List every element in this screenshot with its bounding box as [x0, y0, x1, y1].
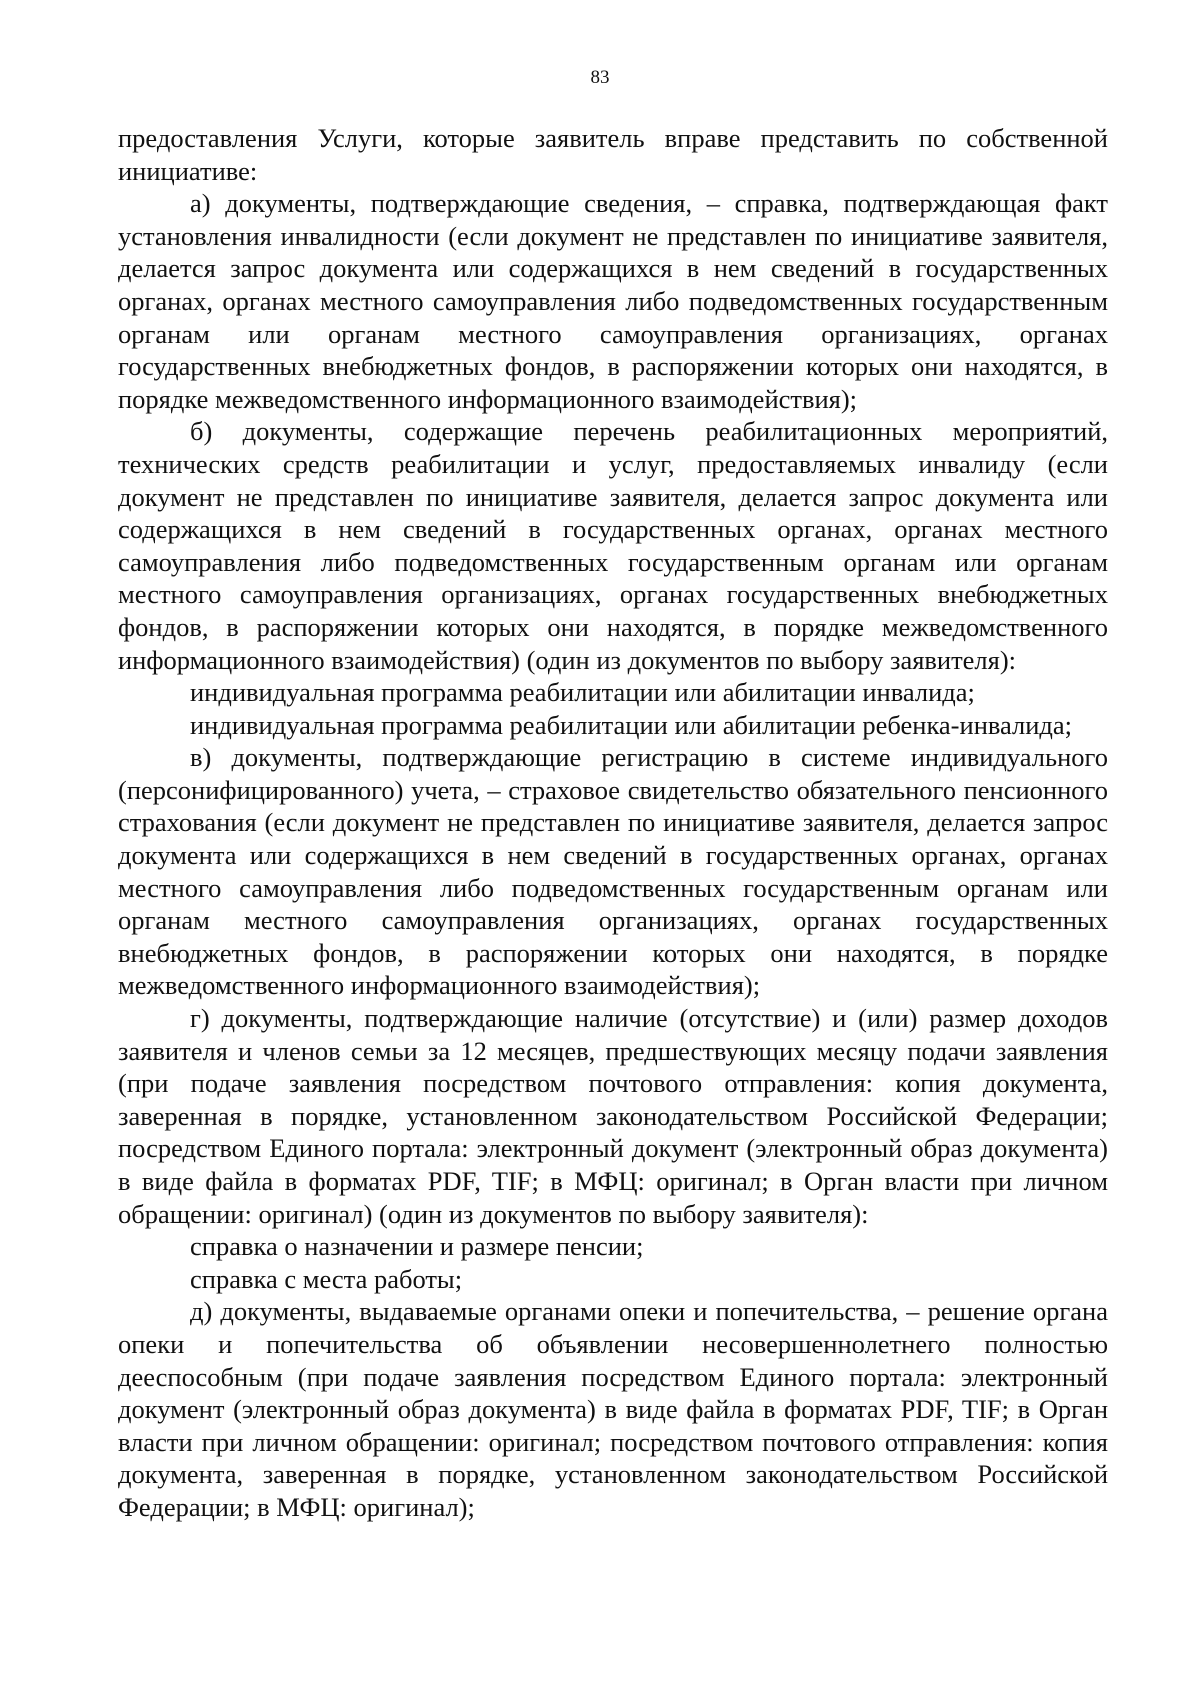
paragraph-item-b: б) документы, содержащие перечень реабилитационных мероприятий, технических средств реабилитации и услуг, предоставляемых инвалиду (если документ не представлен по инициативе заявителя, делается запрос документа или содержащихся в нем сведений в государственных органах, органах местного самоуправления либо подведомственных государственным органам или органам местного самоуправления организациях, органах государственных внебюджетных фондов, в распоряжении которых они находятся, в порядке межведомственного информационного взаимодействия) (один из документов по выбору заявителя):: [118, 416, 1108, 675]
paragraph-item-v: в) документы, подтверждающие регистрацию в системе индивидуального (персонифицированного) учета, – страховое свидетельство обязательного пенсионного страхования (если документ не представлен по инициативе заявителя, делается запрос документа или содержащихся в нем сведений в государственных органах, органах местного самоуправления либо подведомственных государственным органам или органам местного самоуправления организациях, органах государственных внебюджетных фондов, в распоряжении которых они находятся, в порядке межведомственного информационного взаимодействия);: [118, 742, 1108, 1001]
list-item-program-invalid: индивидуальная программа реабилитации или абилитации инвалида;: [190, 677, 975, 708]
paragraph-item-a: а) документы, подтверждающие сведения, – справка, подтверждающая факт установления инвалидности (если документ не представлен по инициативе заявителя, делается запрос документа или содержащихся в нем сведений в государственных органах, органах местного самоуправления либо подведомственных государственным органам или органам местного самоуправления организациях, органах государственных внебюджетных фондов, в распоряжении которых они находятся, в порядке межведомственного информационного взаимодействия);: [118, 188, 1108, 414]
list-item-program-child: индивидуальная программа реабилитации или абилитации ребенка-инвалида;: [190, 709, 1073, 740]
list-item-work-certificate: справка с места работы;: [190, 1263, 463, 1294]
paragraph-item-g: г) документы, подтверждающие наличие (отсутствие) и (или) размер доходов заявителя и членов семьи за 12 месяцев, предшествующих месяцу подачи заявления (при подаче заявления посредством почтового отправления: копия документа, заверенная в порядке, установленном законодательством Российской Федерации; посредством Единого портала: электронный документ (электронный образ документа) в виде файла в форматах PDF, TIF; в МФЦ: оригинал; в Орган власти при личном обращении: оригинал) (один из документов по выбору заявителя):: [118, 1003, 1108, 1229]
page-number: 83: [590, 67, 610, 88]
paragraph-item-d: д) документы, выдаваемые органами опеки и попечительства, – решение органа опеки и попечительства об объявлении несовершеннолетнего полностью дееспособным (при подаче заявления посредством Единого портала: электронный документ (электронный образ документа) в виде файла в форматах PDF, TIF; в Орган власти при личном обращении: оригинал; посредством почтового отправления: копия документа, заверенная в порядке, установленном законодательством Российской Федерации; в МФЦ: оригинал);: [118, 1296, 1108, 1522]
list-item-pension-certificate: справка о назначении и размере пенсии;: [190, 1231, 644, 1262]
paragraph-continuation: предоставления Услуги, которые заявитель вправе представить по собственной инициативе:: [118, 123, 1108, 186]
document-body: [118, 122, 1108, 1524]
